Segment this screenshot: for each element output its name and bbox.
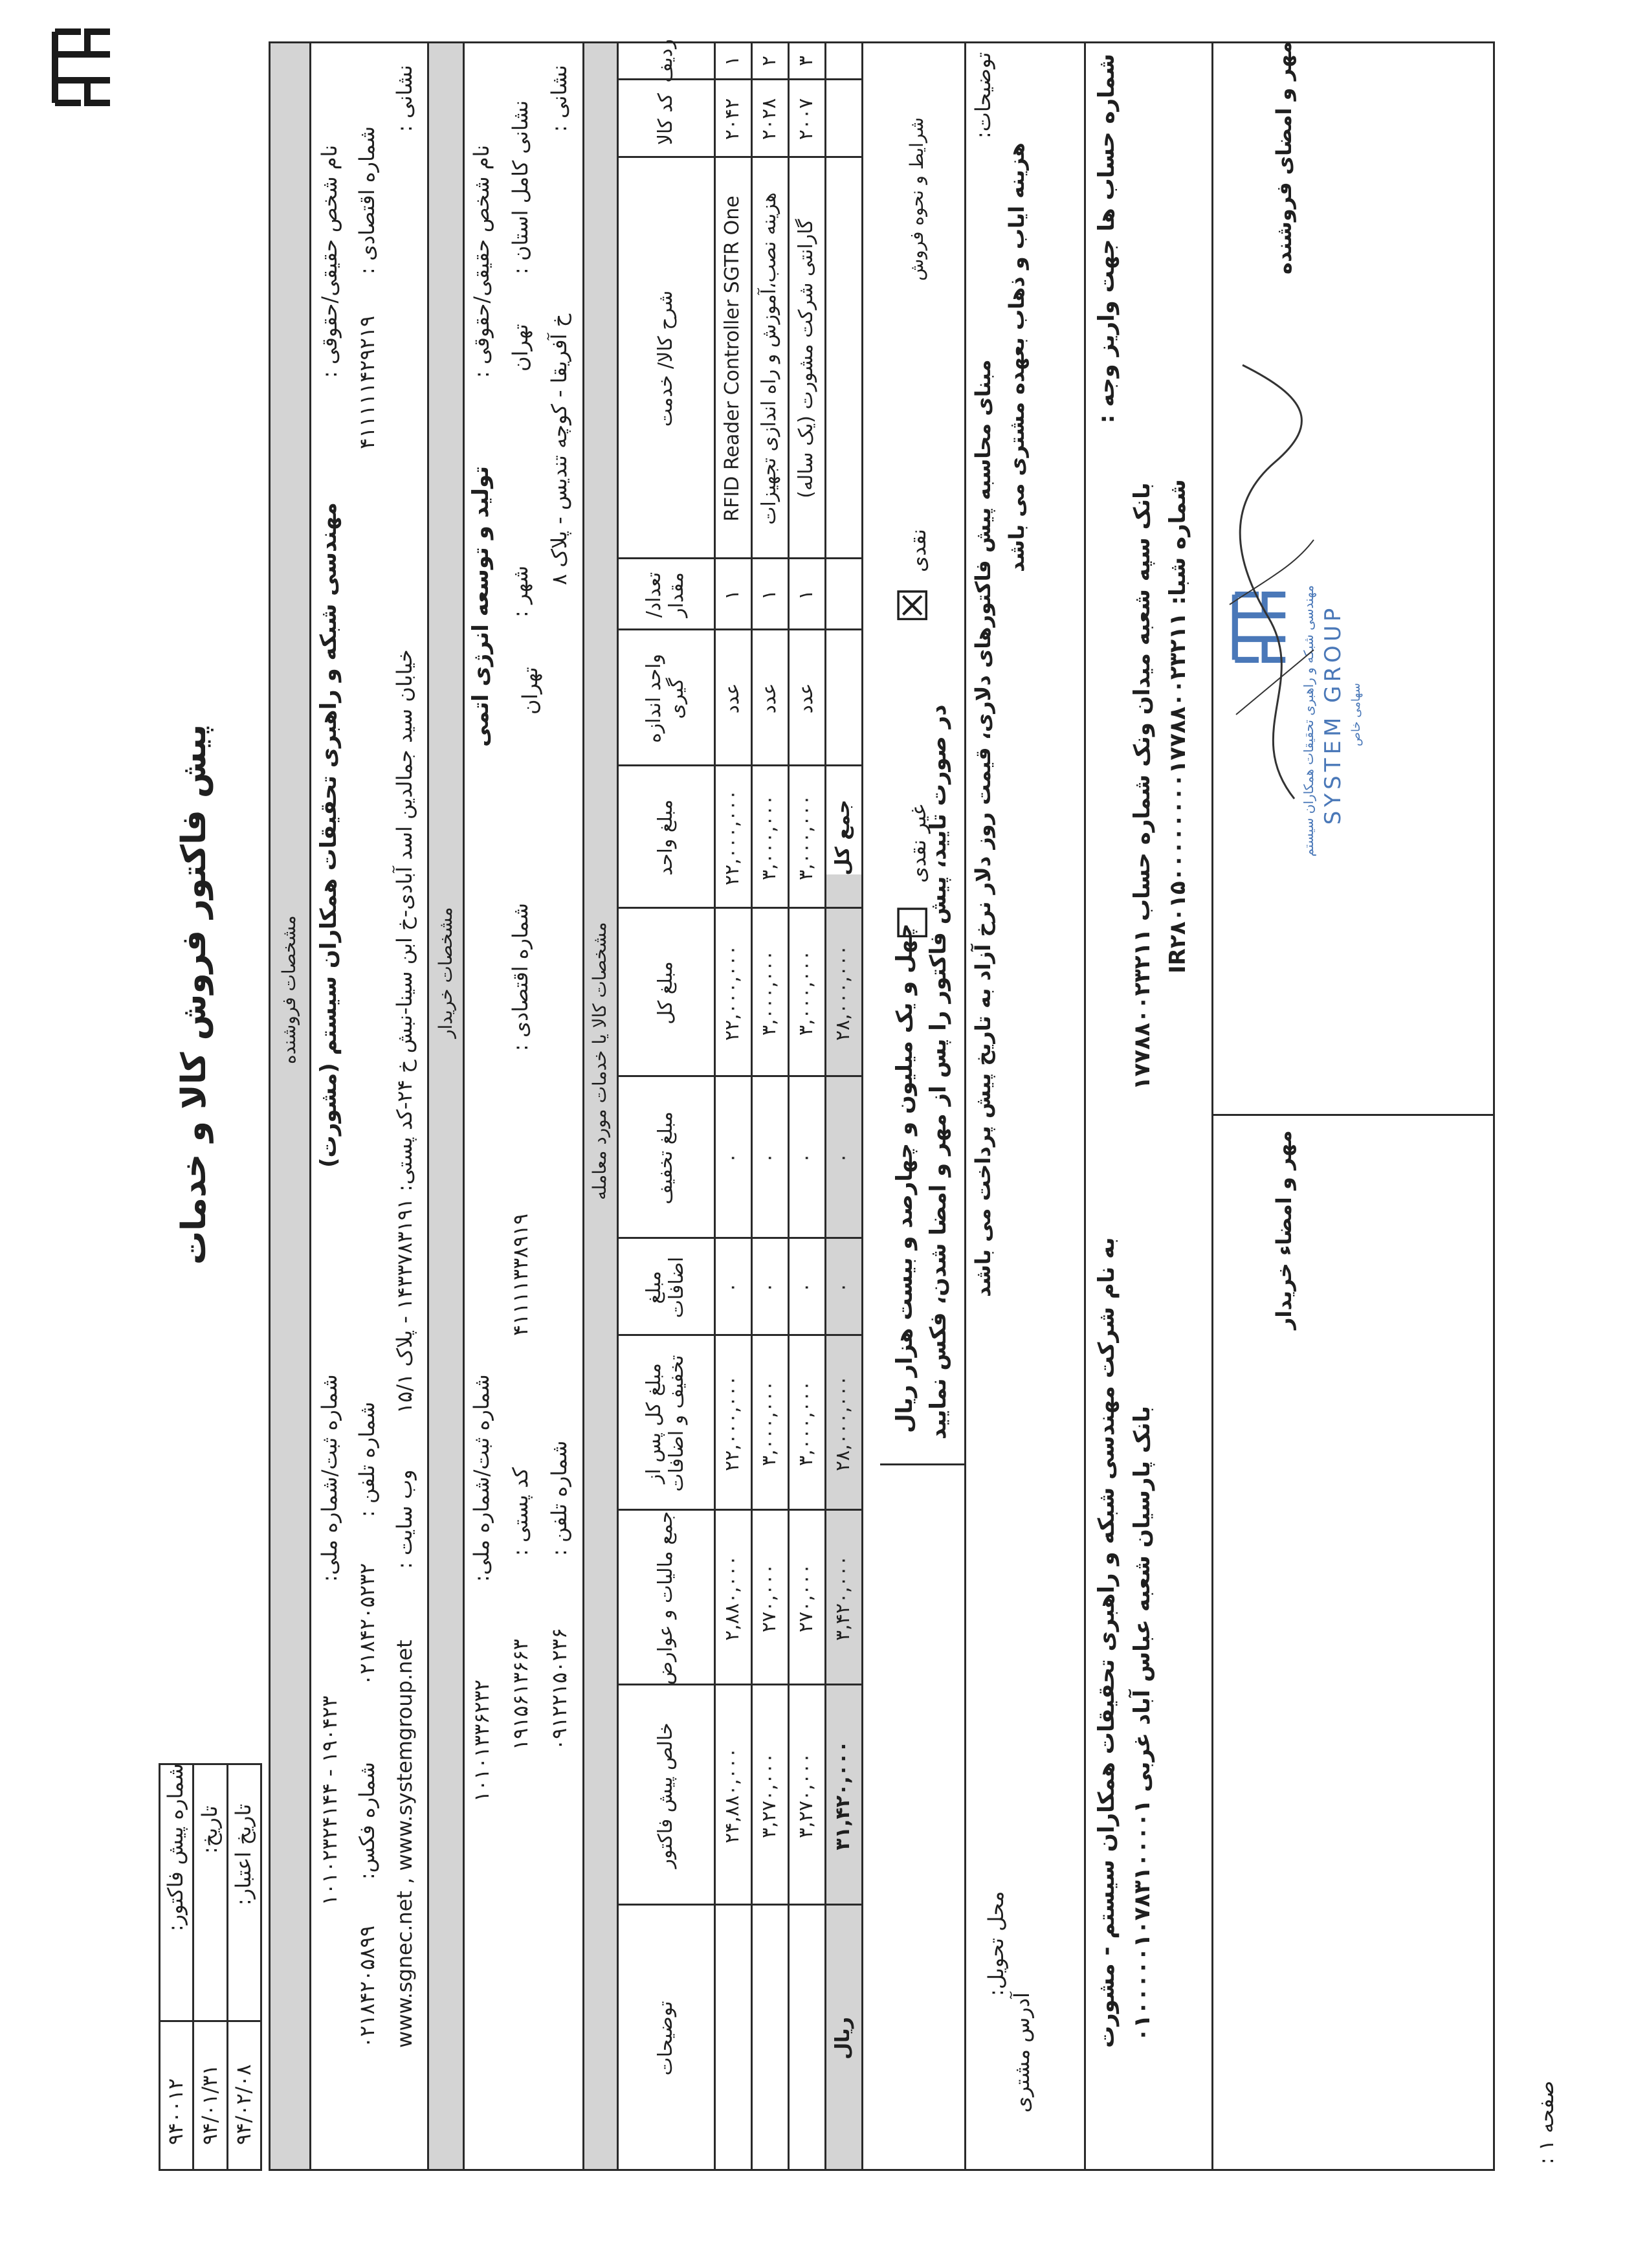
cell-tax: ۲,۸۸۰,۰۰۰ [721,1555,744,1641]
seller-address: خیابان سید جمالدین اسد آبادی-خ ابن سینا-نبش خ ۲۴-کد پستی: ۱۴۳۳۷۸۳۱۹۱ - پلاک ۱۵/۱ [392,649,417,1414]
seller-reg: ۱۰۱۰۲۳۲۴۱۴۴ - ۱۹۰۴۲۳ [317,1695,342,1906]
noncash-checkbox[interactable]: ☐ [890,904,938,941]
buyer-name-label: نام شخص حقیقی/حقوقی : [469,144,494,378]
cell-unit-price: ۳,۰۰۰,۰۰۰ [795,795,817,880]
invoice-no-value: ۹۴۰۰۱۲ [163,2078,188,2145]
buyer-city: تهران [518,667,542,715]
total-after-discount: ۲۸,۰۰۰,۰۰۰ [832,1375,854,1471]
col-header-after-discount: مبلغ کل پس از تخفیف و اضافات [643,1355,688,1492]
seller-econ-label: شماره اقتصادی : [355,126,379,274]
cell-additions: ۰ [758,1282,780,1293]
cell-discount: ۰ [758,1152,780,1164]
col-header-qty: تعداد/ مقدار [643,572,688,618]
valid-date-label: تاریخ اعتبار: [231,1803,256,1906]
cell-tax: ۲۷۰,۰۰۰ [758,1563,780,1633]
buyer-econ-label: شماره اقتصادی : [508,902,533,1051]
cell-description: هزینه نصب،آموزش و راه اندازی تجهیزات [758,192,780,525]
noncash-label: غیر نقدی [906,804,931,883]
seller-fax-label: شماره فکس: [355,1762,379,1880]
cell-additions: ۰ [795,1282,817,1293]
bank-line3: شماره حساب ها جهت واریز وجه : [1094,53,1120,423]
stamp-sub: سهامی خاص [1349,683,1363,746]
cell-item-code: ۲۰۰۷ [795,98,817,140]
col-header-total-price: مبلغ کل [654,961,677,1025]
buyer-econ: ۴۱۱۱۱۳۳۸۹۱۹ [508,1213,533,1336]
cell-row-no: ۳ [795,55,817,67]
signature-scribble [1217,359,1320,812]
notes-line1: مبنای محاسبه پیش فاکتورهای دلاری، قیمت روز دلار نرخ آزاد به تاریخ پیش پرداخت می باشد [971,359,995,1297]
seller-signature-label: مهر و امضای فروشنده [1272,41,1296,274]
seller-address-label: نشانی : [392,65,417,132]
cell-discount: ۰ [795,1152,817,1164]
cell-unit-price: ۳,۰۰۰,۰۰۰ [758,795,780,880]
cell-discount: ۰ [721,1152,744,1164]
col-header-unit: واحد اندازه گیری [643,654,688,743]
col-header-net: خالص پیش فاکتور [654,1722,677,1869]
seller-tel-label: شماره تلفن : [355,1401,379,1517]
bank-line4: بانک سپه شعبه میدان ونک شماره حساب ۱۷۷۸۸۰۰۲۳۲۱۱ [1129,482,1155,1090]
total-additions: ۰ [832,1282,854,1293]
buyer-signature-label: مهر و امضاء خریدار [1272,1130,1296,1329]
cell-item-code: ۲۰۲۸ [758,98,780,140]
buyer-reg-label: شماره ثبت/شماره ملی: [469,1374,494,1582]
cell-net: ۳,۲۷۰,۰۰۰ [758,1753,780,1838]
fax-note: در صورت تایید، پیش فاکتور را پس از مهر و امضا شدن، فکس نمایید [925,704,951,1440]
notes-label: توضیحات: [971,52,995,139]
cell-total-price: ۳,۰۰۰,۰۰۰ [758,950,780,1036]
cell-notes [788,1906,824,2171]
amount-in-words: چهل و یک میلیون و چهارصد و بیست هزار ریال [892,923,918,1433]
date-label: تاریخ: [197,1805,222,1854]
total-net: ۳۱,۴۲۰,۰۰۰ [832,1740,854,1851]
buyer-tel-label: شماره تلفن : [547,1440,571,1556]
stamp-brand: SYSTEM GROUP [1320,604,1346,825]
col-header-description: شرح کالا/ خدمت [654,290,677,427]
bank-line1: به نام شرکت مهندسی شبکه و راهبری تحقیقات همکاران سیستم - مشورت [1094,1237,1120,2048]
cell-row-no: ۲ [758,55,780,67]
cell-net: ۳,۲۷۰,۰۰۰ [795,1753,817,1838]
cell-after-discount: ۳,۰۰۰,۰۰۰ [795,1381,817,1466]
total-label: جمع کل [832,799,854,876]
total-discount: ۰ [832,1152,854,1164]
seller-reg-label: شماره ثبت/شماره ملی: [317,1374,342,1582]
cell-description: گارانتی شرکت مشورت (یک ساله) [795,219,817,498]
cell-after-discount: ۲۲,۰۰۰,۰۰۰ [721,1375,744,1471]
cell-notes [714,1906,751,2171]
items-section-title: مشخصات کالا یا خدمات مورد معامله [589,922,610,1200]
seller-web-label: وب سایت : [392,1469,417,1569]
cell-total-price: ۲۲,۰۰۰,۰۰۰ [721,945,744,1041]
page-title: پیش فاکتور فروش کالا و خدمات [175,724,214,1265]
col-header-item-code: کد کالا [654,93,677,146]
col-header-additions: مبلغ اضافات [643,1256,688,1318]
col-header-discount: مبلغ تخفیف [654,1111,677,1205]
payment-terms-label: شرایط و نحوه فروش [906,117,927,281]
bank-line5: شماره شبا: IR۲۸۰۱۵۰۰۰۰۰۰۰۰۱۷۷۸۸۰۰۲۳۲۱۱ [1165,479,1191,973]
seller-section-title: مشخصات فروشنده [278,915,300,1064]
buyer-address: خ آفریقا - کوچه تندیس - پلاک ۸ [547,313,571,585]
cell-qty: ۱ [721,589,744,601]
seller-web: www.sgnec.net , www.systemgroup.net [392,1640,417,2048]
buyer-address-label: نشانی : [547,65,571,132]
buyer-province: تهران [508,324,533,372]
cell-total-price: ۳,۰۰۰,۰۰۰ [795,950,817,1036]
cell-additions: ۰ [721,1282,744,1293]
bank-line2: بانک پارسیان شعبه عباس آباد غربی ۰۱۰۰۰۰۰۱۰۷۸۳۱۰۰۰۰۱ [1129,1406,1155,2041]
valid-date-value: ۹۴/۰۲/۰۸ [231,2064,256,2145]
cell-unit: عدد [758,683,780,714]
date-value: ۹۴/۰۱/۳۱ [197,2064,222,2145]
buyer-reg: ۱۰۱۰۱۳۳۶۲۳۲ [469,1679,494,1802]
col-header-tax: جمع مالیات و عوارض [654,1511,677,1685]
page-number: صفحه ۱ : [1534,2080,1558,2164]
cell-item-code: ۲۰۴۲ [721,98,744,140]
buyer-city-label: شهر : [508,565,533,617]
col-header-unit-price: مبلغ واحد [654,799,677,876]
seller-name-label: نام شخص حقیقی/حقوقی : [317,144,342,378]
cell-net: ۲۴,۸۸۰,۰۰۰ [721,1748,744,1843]
seller-fax: ۰۲۱۸۴۲۰۵۸۹۹ [355,1925,379,2048]
currency-label: ریال [832,2017,854,2060]
buyer-section-title: مشخصات خریدار [435,907,456,1038]
cell-qty: ۱ [795,589,817,601]
col-header-notes: توضیحات [654,2001,677,2076]
cell-notes [751,1906,788,2171]
total-amount: ۲۸,۰۰۰,۰۰۰ [832,945,854,1041]
buyer-postal: ۱۹۱۵۶۱۳۶۶۳ [508,1639,533,1750]
delivery-value: آدرس مشتری [1010,1992,1034,2113]
buyer-tel: ۰۹۱۲۲۱۵۰۲۳۶ [547,1627,571,1750]
seller-tel: ۰۲۱۸۴۲۰۵۲۳۲ [355,1562,379,1685]
notes-line2: هزینه ایاب و ذهاب بعهده مشتری می باشد [1004,142,1029,572]
company-logo-icon [45,28,116,106]
cell-tax: ۲۷۰,۰۰۰ [795,1563,817,1633]
buyer-postal-label: کد پستی : [508,1467,533,1556]
cell-row-no: ۱ [721,55,744,67]
total-tax: ۳,۴۲۰,۰۰۰ [832,1555,854,1641]
buyer-province-label: نشانی کامل استان : [508,100,533,274]
col-header-row-no: ردیف [654,39,677,83]
cell-unit: عدد [721,683,744,714]
seller-econ: ۴۱۱۱۱۱۴۲۹۲۱۹ [355,315,379,449]
stamp-company: مهندسی شبکه و راهبری تحقیقات همکاران سیستم [1301,585,1316,857]
buyer-name: تولید و توسعه انرژی اتمی [468,465,494,747]
cell-description: RFID Reader Controller SGTR One [721,195,744,522]
cell-unit: عدد [795,683,817,714]
delivery-label: محل تحویل: [984,1891,1008,1996]
invoice-no-label: شماره پیش فاکتور: [163,1763,188,1931]
cell-after-discount: ۳,۰۰۰,۰۰۰ [758,1381,780,1466]
cell-qty: ۱ [758,589,780,601]
cash-label: نقدی [906,529,931,572]
cell-unit-price: ۲۲,۰۰۰,۰۰۰ [721,790,744,885]
cash-checkbox[interactable]: ☒ [890,586,938,624]
seller-name: مهندسی شبکه و راهبری تحقیقات همکاران سیستم (مشورت) [316,502,342,1168]
